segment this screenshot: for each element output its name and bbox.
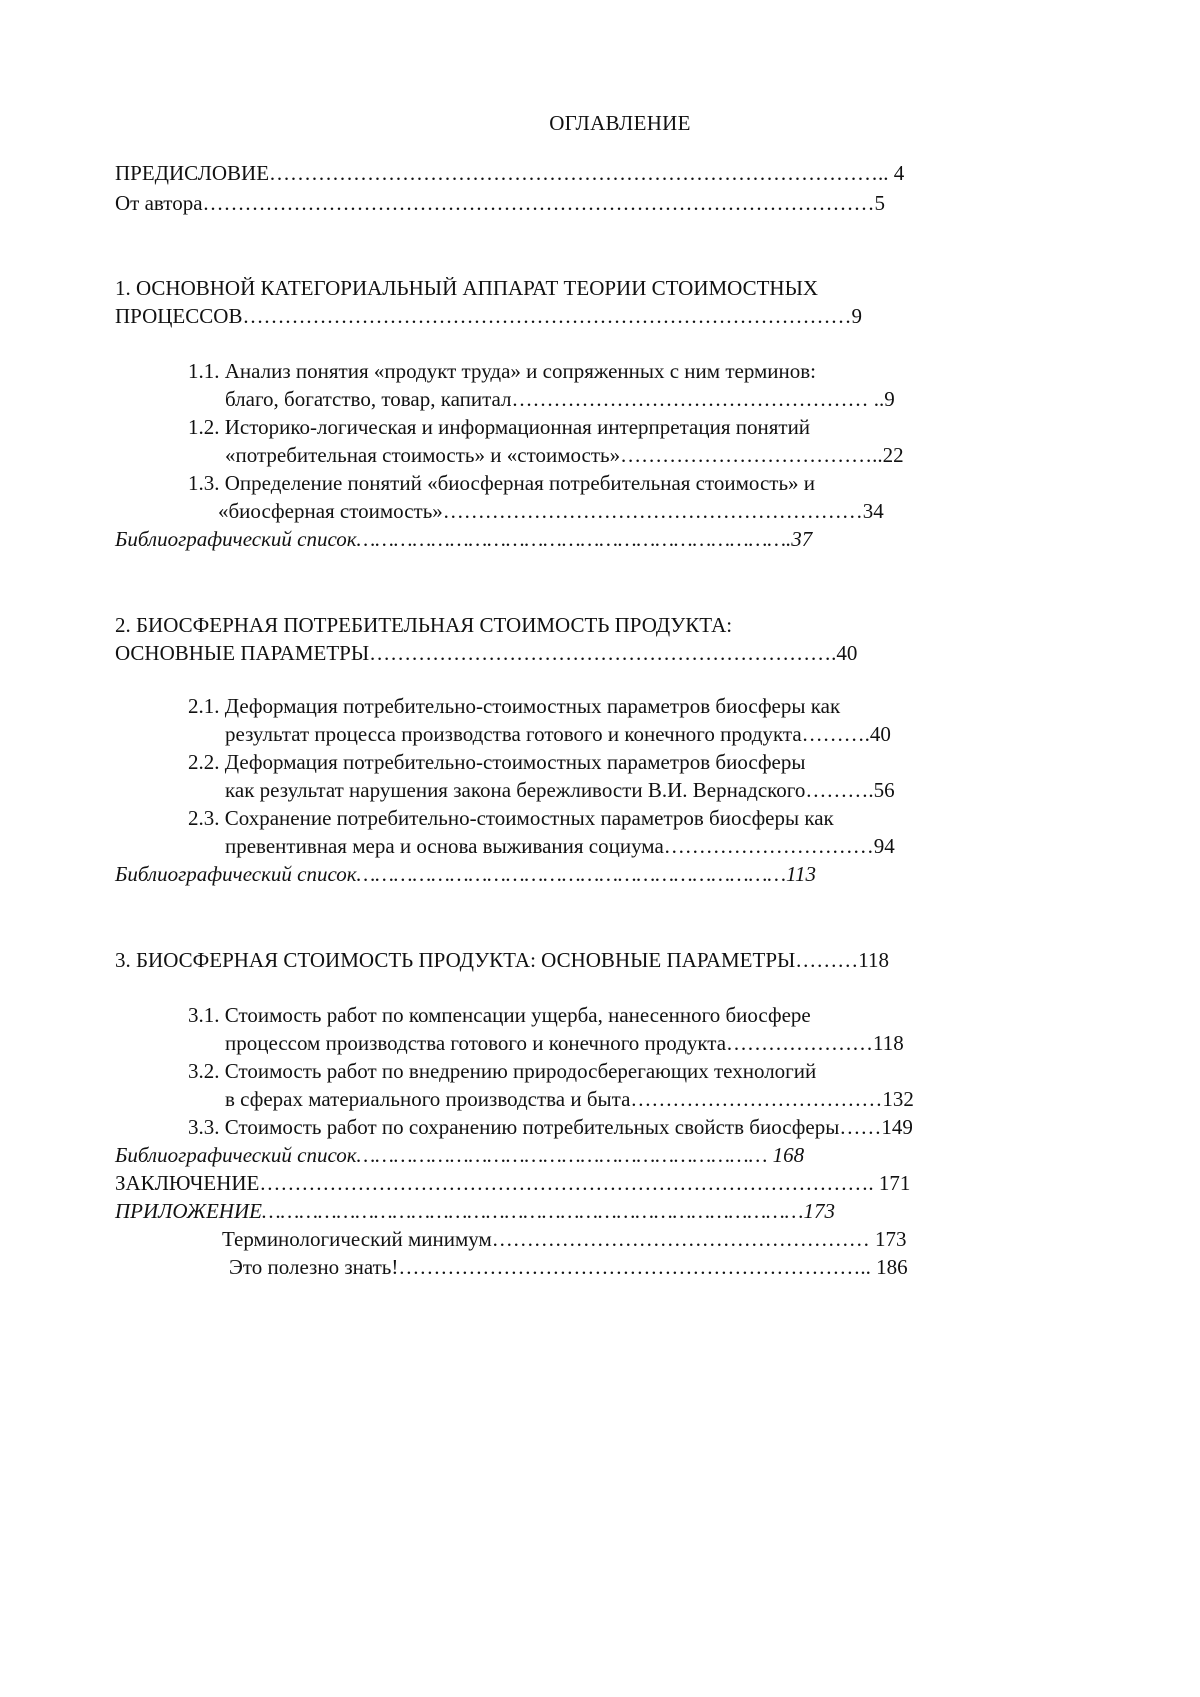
toc-title: ОГЛАВЛЕНИЕ [0, 111, 1200, 136]
section-1-1-cont: благо, богатство, товар, капитал…………………………………………… ..9 [225, 386, 895, 412]
chapter-2-heading: 2. БИОСФЕРНАЯ ПОТРЕБИТЕЛЬНАЯ СТОИМОСТЬ ПРОДУКТА: [115, 612, 732, 638]
section-3-3: 3.3. Стоимость работ по сохранению потребительных свойств биосферы……149 [188, 1114, 913, 1140]
section-1-3-cont: «биосферная стоимость»……………………………………………………34 [218, 498, 884, 524]
toc-entry-glossary: Терминологический минимум……………………………………………… 173 [222, 1226, 907, 1252]
toc-entry-conclusion: ЗАКЛЮЧЕНИЕ……………………………………………………………………………. 171 [115, 1170, 910, 1196]
section-1-2-cont: «потребительная стоимость» и «стоимость»………………………………..22 [225, 442, 904, 468]
section-2-3-cont: превентивная мера и основа выживания социума…………………………94 [225, 833, 895, 859]
chapter-1-bibliography: Библиографический список…………………………………………………………….37 [115, 526, 812, 552]
section-1-2: 1.2. Историко-логическая и информационная интерпретация понятий [188, 414, 810, 440]
section-2-2: 2.2. Деформация потребительно-стоимостных параметров биосферы [188, 749, 806, 775]
toc-entry-useful: Это полезно знать!………………………………………………………….. 186 [229, 1254, 908, 1280]
chapter-1-heading-cont: ПРОЦЕССОВ……………………………………………………………………………9 [115, 303, 862, 329]
section-1-1: 1.1. Анализ понятия «продукт труда» и сопряженных с ним терминов: [188, 358, 816, 384]
section-2-1-cont: результат процесса производства готового и конечного продукта……….40 [225, 721, 891, 747]
section-3-1-cont: процессом производства готового и конечного продукта…………………118 [225, 1030, 904, 1056]
section-2-3: 2.3. Сохранение потребительно-стоимостных параметров биосферы как [188, 805, 834, 831]
section-2-2-cont: как результат нарушения закона бережливости В.И. Вернадского……….56 [225, 777, 895, 803]
chapter-2-heading-cont: ОСНОВНЫЕ ПАРАМЕТРЫ………………………………………………………….40 [115, 640, 857, 666]
section-3-2: 3.2. Стоимость работ по внедрению природосберегающих технологий [188, 1058, 816, 1084]
chapter-2-bibliography: Библиографический список……………………………………………………………113 [115, 861, 816, 887]
chapter-3-heading: 3. БИОСФЕРНАЯ СТОИМОСТЬ ПРОДУКТА: ОСНОВНЫЕ ПАРАМЕТРЫ………118 [115, 947, 889, 973]
chapter-1-heading: 1. ОСНОВНОЙ КАТЕГОРИАЛЬНЫЙ АППАРАТ ТЕОРИИ СТОИМОСТНЫХ [115, 275, 818, 301]
section-3-2-cont: в сферах материального производства и быта………………………………132 [225, 1086, 914, 1112]
document-page [0, 0, 1200, 1697]
toc-entry-preface: ПРЕДИСЛОВИЕ…………………………………………………………………………….. 4 [115, 160, 904, 186]
chapter-3-bibliography: Библиографический список………………………………………………………… 168 [115, 1142, 804, 1168]
section-2-1: 2.1. Деформация потребительно-стоимостных параметров биосферы как [188, 693, 840, 719]
toc-entry-appendix: ПРИЛОЖЕНИЕ……………………………………………………………………………173 [115, 1198, 835, 1224]
toc-entry-from-author: От автора……………………………………………………………………………………5 [115, 190, 885, 216]
section-1-3: 1.3. Определение понятий «биосферная потребительная стоимость» и [188, 470, 815, 496]
section-3-1: 3.1. Стоимость работ по компенсации ущерба, нанесенного биосфере [188, 1002, 811, 1028]
